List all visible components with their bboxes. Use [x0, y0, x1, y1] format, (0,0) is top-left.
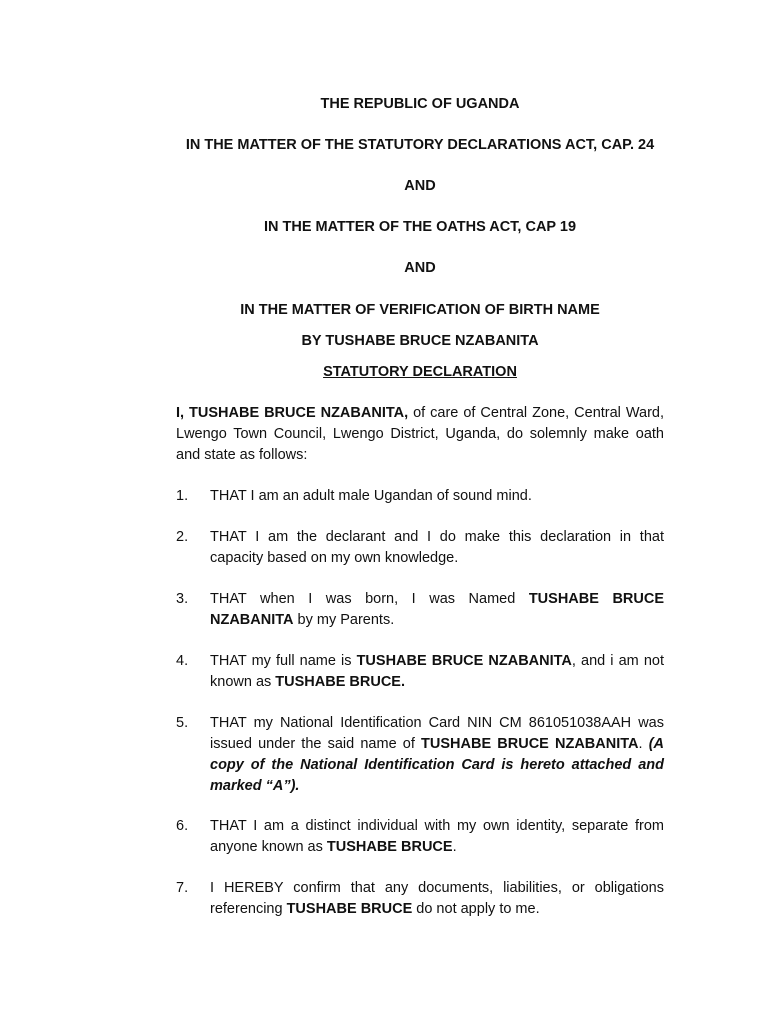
heading-by: BY TUSHABE BRUCE NZABANITA — [301, 333, 539, 349]
item-text — [210, 651, 664, 693]
item-text-part: THAT I am an adult male Ugandan of sound mind. — [210, 488, 532, 504]
item-number: 6. — [176, 818, 189, 834]
item-text-part: . — [452, 839, 457, 855]
item-text-part: THAT I am the declarant and I do make this declaration in that capacity based on my own knowledge. — [210, 529, 664, 566]
item-text-part: by my Parents. — [293, 612, 395, 628]
item-number: 3. — [176, 591, 189, 607]
item-text-part: do not apply to me. — [412, 901, 540, 917]
item-text — [210, 527, 664, 569]
item-bold-name: TUSHABE BRUCE NZABANITA — [356, 653, 572, 669]
item-text — [210, 816, 664, 858]
intro-text: of care of Central Zone, Central Ward, Lwengo Town Council, Lwengo District, Uganda, do solemnly make oath and state as follows: — [176, 405, 665, 463]
item-bold-name: TUSHABE BRUCE — [326, 839, 453, 855]
heading-matter-oaths: IN THE MATTER OF THE OATHS ACT, CAP 19 — [263, 219, 577, 235]
heading-republic: THE REPUBLIC OF UGANDA — [320, 96, 520, 112]
item-bold-name: TUSHABE BRUCE NZABANITA — [210, 591, 664, 628]
heading-matter-verification: IN THE MATTER OF VERIFICATION OF BIRTH NAME — [240, 302, 600, 318]
item-bold-name: TUSHABE BRUCE NZABANITA — [421, 736, 639, 752]
item-bold-name: TUSHABE BRUCE — [286, 901, 413, 917]
document-title: STATUTORY DECLARATION — [323, 364, 517, 380]
item-text-part: THAT when I was born, I was Named — [210, 591, 529, 607]
item-text-part: THAT my full name is — [210, 653, 357, 669]
item-text-part: . — [638, 736, 649, 752]
item-number: 7. — [176, 880, 189, 896]
heading-matter-statutory: IN THE MATTER OF THE STATUTORY DECLARATIONS ACT, CAP. 24 — [185, 137, 655, 153]
item-text — [210, 878, 664, 920]
heading-and-2: AND — [404, 260, 436, 276]
intro-paragraph — [176, 403, 664, 466]
declarant-name: I, TUSHABE BRUCE NZABANITA, — [176, 405, 409, 421]
item-number: 1. — [176, 488, 189, 504]
item-bold-name: TUSHABE BRUCE. — [275, 674, 405, 690]
item-text-part: , and i am not known as — [210, 653, 665, 690]
item-number: 2. — [176, 529, 189, 545]
heading-and-1: AND — [404, 178, 436, 194]
item-text-part: THAT I am a distinct individual with my own identity, separate from anyone known as — [210, 818, 664, 855]
item-text-part: THAT my National Identification Card NIN CM 861051038AAH was issued under the said name of — [210, 715, 664, 752]
item-text — [210, 589, 664, 631]
item-number: 5. — [176, 715, 189, 731]
item-text-part: I HEREBY confirm that any documents, liabilities, or obligations referencing — [210, 880, 664, 917]
item-text — [210, 713, 664, 797]
item-number: 4. — [176, 653, 189, 669]
item-attachment-note: (A copy of the National Identification Card is hereto attached and marked “A”). — [210, 736, 664, 794]
item-text — [210, 486, 664, 507]
